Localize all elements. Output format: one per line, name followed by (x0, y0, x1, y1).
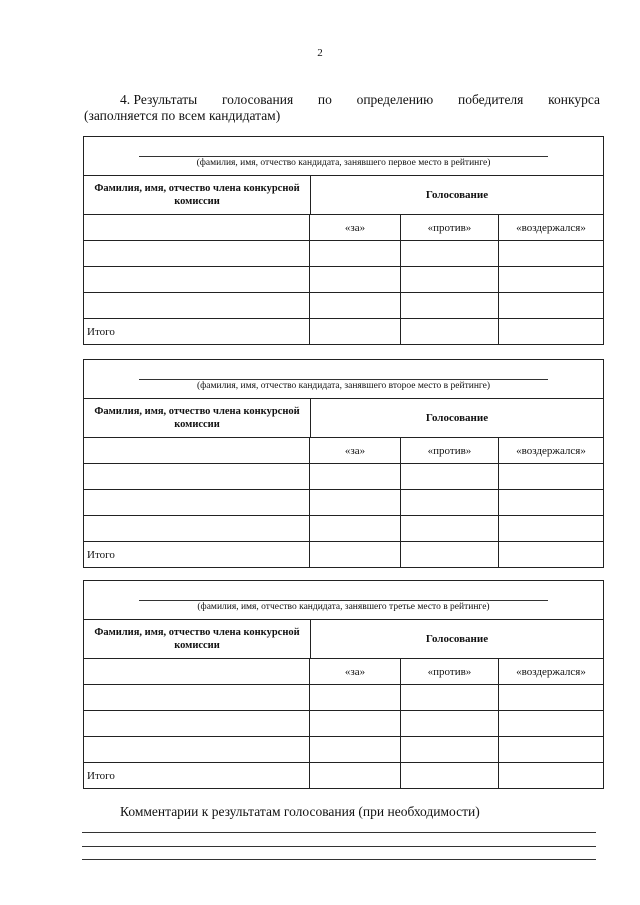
column-header-row (84, 176, 603, 215)
vote-abstain-cell[interactable] (499, 711, 603, 736)
member-name-cell[interactable] (84, 464, 310, 489)
total-abstain-cell[interactable] (499, 319, 603, 344)
vote-abstain-cell[interactable] (499, 464, 603, 489)
section-heading (84, 92, 600, 124)
table-row (84, 490, 603, 516)
voting-table-second-place (83, 359, 604, 568)
heading-word: определению (356, 92, 434, 107)
vote-abstain-cell[interactable] (499, 685, 603, 710)
member-column-header: Фамилия, имя, отчество члена конкурсной комиссии (84, 176, 311, 214)
candidate-caption: (фамилия, имя, отчество кандидата, занявшего третье место в рейтинге) (197, 602, 490, 612)
vote-abstain-cell[interactable] (499, 293, 603, 318)
candidate-header (84, 137, 603, 176)
member-name-cell[interactable] (84, 215, 310, 240)
voting-column-header: Голосование (425, 633, 489, 645)
comments-title: Комментарии к результатам голосования (при необходимости) (120, 804, 480, 819)
total-for-cell[interactable] (310, 542, 401, 567)
candidate-name-line[interactable] (139, 600, 548, 601)
vote-against-header: «против» (401, 438, 499, 463)
page-number: 2 (317, 47, 323, 59)
vote-for-cell[interactable] (310, 490, 401, 515)
voting-table-third-place (83, 580, 604, 789)
total-label: Итого (84, 319, 310, 344)
heading-word: конкурса (548, 92, 600, 107)
heading-word: по (317, 92, 332, 107)
total-for-cell[interactable] (310, 319, 401, 344)
heading-line-1 (84, 92, 600, 108)
vote-abstain-header: «воздержался» (516, 221, 586, 234)
table-row (84, 464, 603, 490)
vote-against-cell[interactable] (401, 267, 499, 292)
vote-for-header: «за» (310, 438, 401, 463)
heading-line-2: (заполняется по всем кандидатам) (84, 108, 281, 123)
total-row (84, 542, 603, 567)
member-column-header: Фамилия, имя, отчество члена конкурсной комиссии (84, 620, 311, 658)
voting-table-first-place (83, 136, 604, 345)
candidate-header (84, 360, 603, 399)
vote-for-cell[interactable] (310, 241, 401, 266)
vote-against-cell[interactable] (401, 490, 499, 515)
vote-against-cell[interactable] (401, 464, 499, 489)
vote-against-header: «против» (401, 215, 499, 240)
vote-against-cell[interactable] (401, 241, 499, 266)
vote-abstain-cell[interactable] (499, 241, 603, 266)
member-name-cell[interactable] (84, 438, 310, 463)
total-label: Итого (84, 542, 310, 567)
candidate-caption: (фамилия, имя, отчество кандидата, занявшего второе место в рейтинге) (196, 381, 491, 391)
comment-line[interactable] (82, 859, 596, 860)
total-row (84, 319, 603, 344)
vote-abstain-header: «воздержался» (516, 444, 586, 457)
table-row (84, 267, 603, 293)
comment-line[interactable] (82, 832, 596, 833)
member-column-header: Фамилия, имя, отчество члена конкурсной комиссии (84, 399, 311, 437)
table-row (84, 293, 603, 319)
member-name-cell[interactable] (84, 516, 310, 541)
vote-abstain-cell[interactable] (499, 267, 603, 292)
member-name-cell[interactable] (84, 711, 310, 736)
vote-for-header: «за» (310, 215, 401, 240)
vote-for-cell[interactable] (310, 516, 401, 541)
column-header-row (84, 399, 603, 438)
table-row (84, 711, 603, 737)
total-label: Итого (84, 763, 310, 788)
heading-word: голосования (221, 92, 294, 107)
vote-against-cell[interactable] (401, 737, 499, 762)
total-abstain-cell[interactable] (499, 763, 603, 788)
table-row (84, 516, 603, 542)
table-row (84, 737, 603, 763)
vote-against-cell[interactable] (401, 711, 499, 736)
member-name-cell[interactable] (84, 267, 310, 292)
candidate-name-line[interactable] (139, 156, 548, 157)
table-row (84, 685, 603, 711)
vote-against-cell[interactable] (401, 516, 499, 541)
member-name-cell[interactable] (84, 490, 310, 515)
comment-line[interactable] (82, 846, 596, 847)
vote-options-row (84, 438, 603, 464)
voting-column-header: Голосование (425, 412, 489, 424)
member-name-cell[interactable] (84, 659, 310, 684)
vote-abstain-cell[interactable] (499, 490, 603, 515)
candidate-header (84, 581, 603, 620)
member-name-cell[interactable] (84, 737, 310, 762)
vote-against-header: «против» (401, 659, 499, 684)
vote-abstain-cell[interactable] (499, 737, 603, 762)
vote-for-cell[interactable] (310, 293, 401, 318)
candidate-name-line[interactable] (139, 379, 548, 380)
total-abstain-cell[interactable] (499, 542, 603, 567)
vote-against-cell[interactable] (401, 293, 499, 318)
member-name-cell[interactable] (84, 685, 310, 710)
vote-for-cell[interactable] (310, 267, 401, 292)
column-header-row (84, 620, 603, 659)
member-name-cell[interactable] (84, 293, 310, 318)
total-against-cell[interactable] (401, 542, 499, 567)
total-against-cell[interactable] (401, 319, 499, 344)
heading-word: 4. Результаты (120, 92, 198, 107)
vote-for-cell[interactable] (310, 737, 401, 762)
vote-for-cell[interactable] (310, 464, 401, 489)
total-for-cell[interactable] (310, 763, 401, 788)
vote-options-row (84, 215, 603, 241)
vote-abstain-cell[interactable] (499, 516, 603, 541)
member-name-cell[interactable] (84, 241, 310, 266)
vote-for-header: «за» (310, 659, 401, 684)
vote-for-cell[interactable] (310, 685, 401, 710)
heading-word: победителя (457, 92, 524, 107)
vote-abstain-header: «воздержался» (516, 665, 586, 678)
voting-column-header: Голосование (425, 189, 489, 201)
total-row (84, 763, 603, 788)
candidate-caption: (фамилия, имя, отчество кандидата, занявшего первое место в рейтинге) (196, 158, 491, 168)
vote-for-cell[interactable] (310, 711, 401, 736)
table-row (84, 241, 603, 267)
total-against-cell[interactable] (401, 763, 499, 788)
vote-against-cell[interactable] (401, 685, 499, 710)
vote-options-row (84, 659, 603, 685)
